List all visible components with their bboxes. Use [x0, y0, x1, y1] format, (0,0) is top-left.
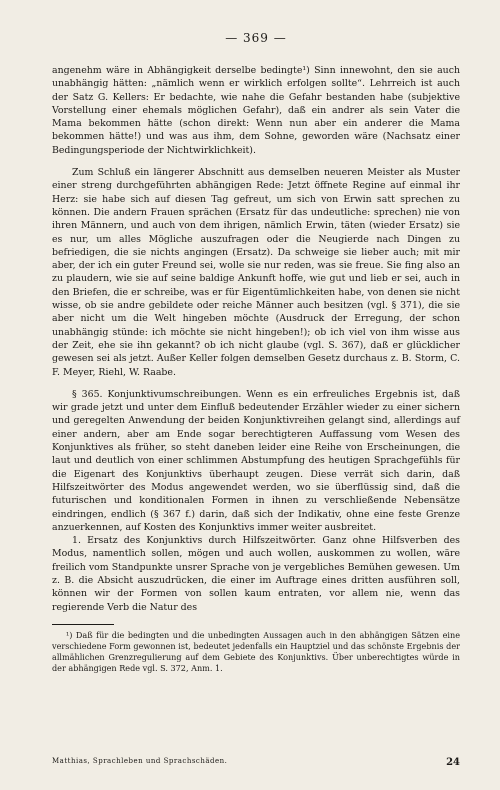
page-footer — [52, 757, 460, 768]
paragraph-continuation: angenehm wäre in Abhängigkeit derselbe bedingte¹) Sinn innewohnt, den sie auch unabhängig hätten: „nämlich wenn er wirklich erfolgen sollte“. Lehrreich ist auch der Satz G. Kellers: Er bedachte, wie nahe die Gefahr bestanden habe (subjektive Vorstellung einer ehemals möglichen Gefahr), daß ein andrer als sein Vater die Mama bekommen hätte (schon direkt: Wenn nun aber ein anderer die Mama bekommen hätte!) und was aus ihm, dem Sohne, geworden wäre (Nachsatz einer Bedingungsperiode der Nichtwirklichkeit). — [52, 65, 460, 156]
paragraph-section-365: § 365. Konjunktivumschreibungen. Wenn es ein erfreuliches Ergebnis ist, daß wir grade jetzt und unter dem Einfluß bedeutender Erzähler wieder zu einer sichern und geregelten Anwendung der beiden Konjunktivreihen gelangt sind, allerdings auf einer andern, aber am Ende sogar berechtigteren Auffassung vom Wesen des Konjunktives als früher, so steht daneben leider eine Reihe von Erscheinungen, die laut und deutlich von einer schlimmen Abstumpfung des heutigen Sprachgefühls für die Eigenart des Konjunktivs überhaupt zeugen. Diese verrät sich darin, daß Hilfszeitwörter des Modus angewendet werden, wo sie überflüssig sind, daß die futurischen und konditionalen Formen in ihnen zu verschließende Nebensätze eindringen, endlich (§ 367 f.) darin, daß sich der Indikativ, ohne eine feste Grenze anzuerkennen, auf Kosten des Konjunktivs immer weiter ausbreitet. — [52, 388, 460, 533]
paragraph-hilfszeitwoerter: 1. Ersatz des Konjunktivs durch Hilfszeitwörter. Ganz ohne Hilfsverben des Modus, namentlich sollen, mögen und auch wollen, auskommen zu wollen, wäre freilich vom Standpunkte unsrer Sprache von je vergebliches Bemühen gewesen. Um z. B. die Absicht auszudrücken, die einer im Auftrage eines dritten ausführen soll, können wir der Formen von sollen kaum entraten, vor allem nie, wenn das regierende Verb die Natur des — [52, 535, 460, 613]
page-number: — 369 — — [225, 31, 287, 45]
paragraph-gap — [52, 157, 460, 166]
paragraph-keller-example: Zum Schluß ein längerer Abschnitt aus demselben neueren Meister als Muster einer streng durchgeführten abhängigen Rede: Jetzt öffnete Regine auf einmal ihr Herz: sie habe sich auf diesen Tag gefreut, um sich von Erwin satt sprechen zu können. Die andern Frauen sprächen (Ersatz für das undeutliche: sprechen) nie von ihren Männern, und auch von dem ihrigen, nämlich Erwin, täten (wieder Ersatz) sie es nur, um alles Mögliche auszufragen oder die Neugierde nach Dingen zu befriedigen, die sie nichts angingen (Ersatz). Da schweige sie lieber auch; mit mir aber, der ich ein guter Freund sei, wolle sie nur reden, was sie freue. Sie fing also an zu plaudern, wie sie auf seine baldige Ankunft hoffe, wie gut und lieb er sei, auch in den Briefen, die er schreibe, was er für Eigentümlichkeiten habe, von denen sie nicht wisse, ob sie andre gebildete oder reiche Männer auch besitzen (vgl. § 371), die sie aber nicht um die Welt hingeben möchte (Ausdruck der Erregung, der schon unabhängig stünde: ich möchte sie nicht hingeben!); ob ich viel von ihm wisse aus der Zeit, ehe sie ihn gekannt? ob ich nicht glaube (vgl. S. 367), daß er glücklicher gewesen sei als jetzt. Außer Keller folgen demselben Gesetz durchaus z. B. Storm, C. F. Meyer, Riehl, W. Raabe. — [52, 167, 460, 378]
footnote: ¹) Daß für die bedingten und die unbedingten Aussagen auch in den abhängigen Sätzen eine verschiedene Form gewonnen ist, bedeutet jedenfalls ein Hauptziel und das schönste Ergebnis der allmählichen Grenzregulierung auf dem Gebiete des Konjunktivs. Über unberechtigtes würde in der abhängigen Rede vgl. S. 372, Anm. 1. — [52, 629, 460, 673]
footnote-divider — [52, 624, 114, 625]
printer-signature: Matthias, Sprachleben und Sprachschäden. — [52, 757, 228, 765]
paragraph-gap — [52, 379, 460, 388]
sheet-number: 24 — [446, 757, 460, 768]
